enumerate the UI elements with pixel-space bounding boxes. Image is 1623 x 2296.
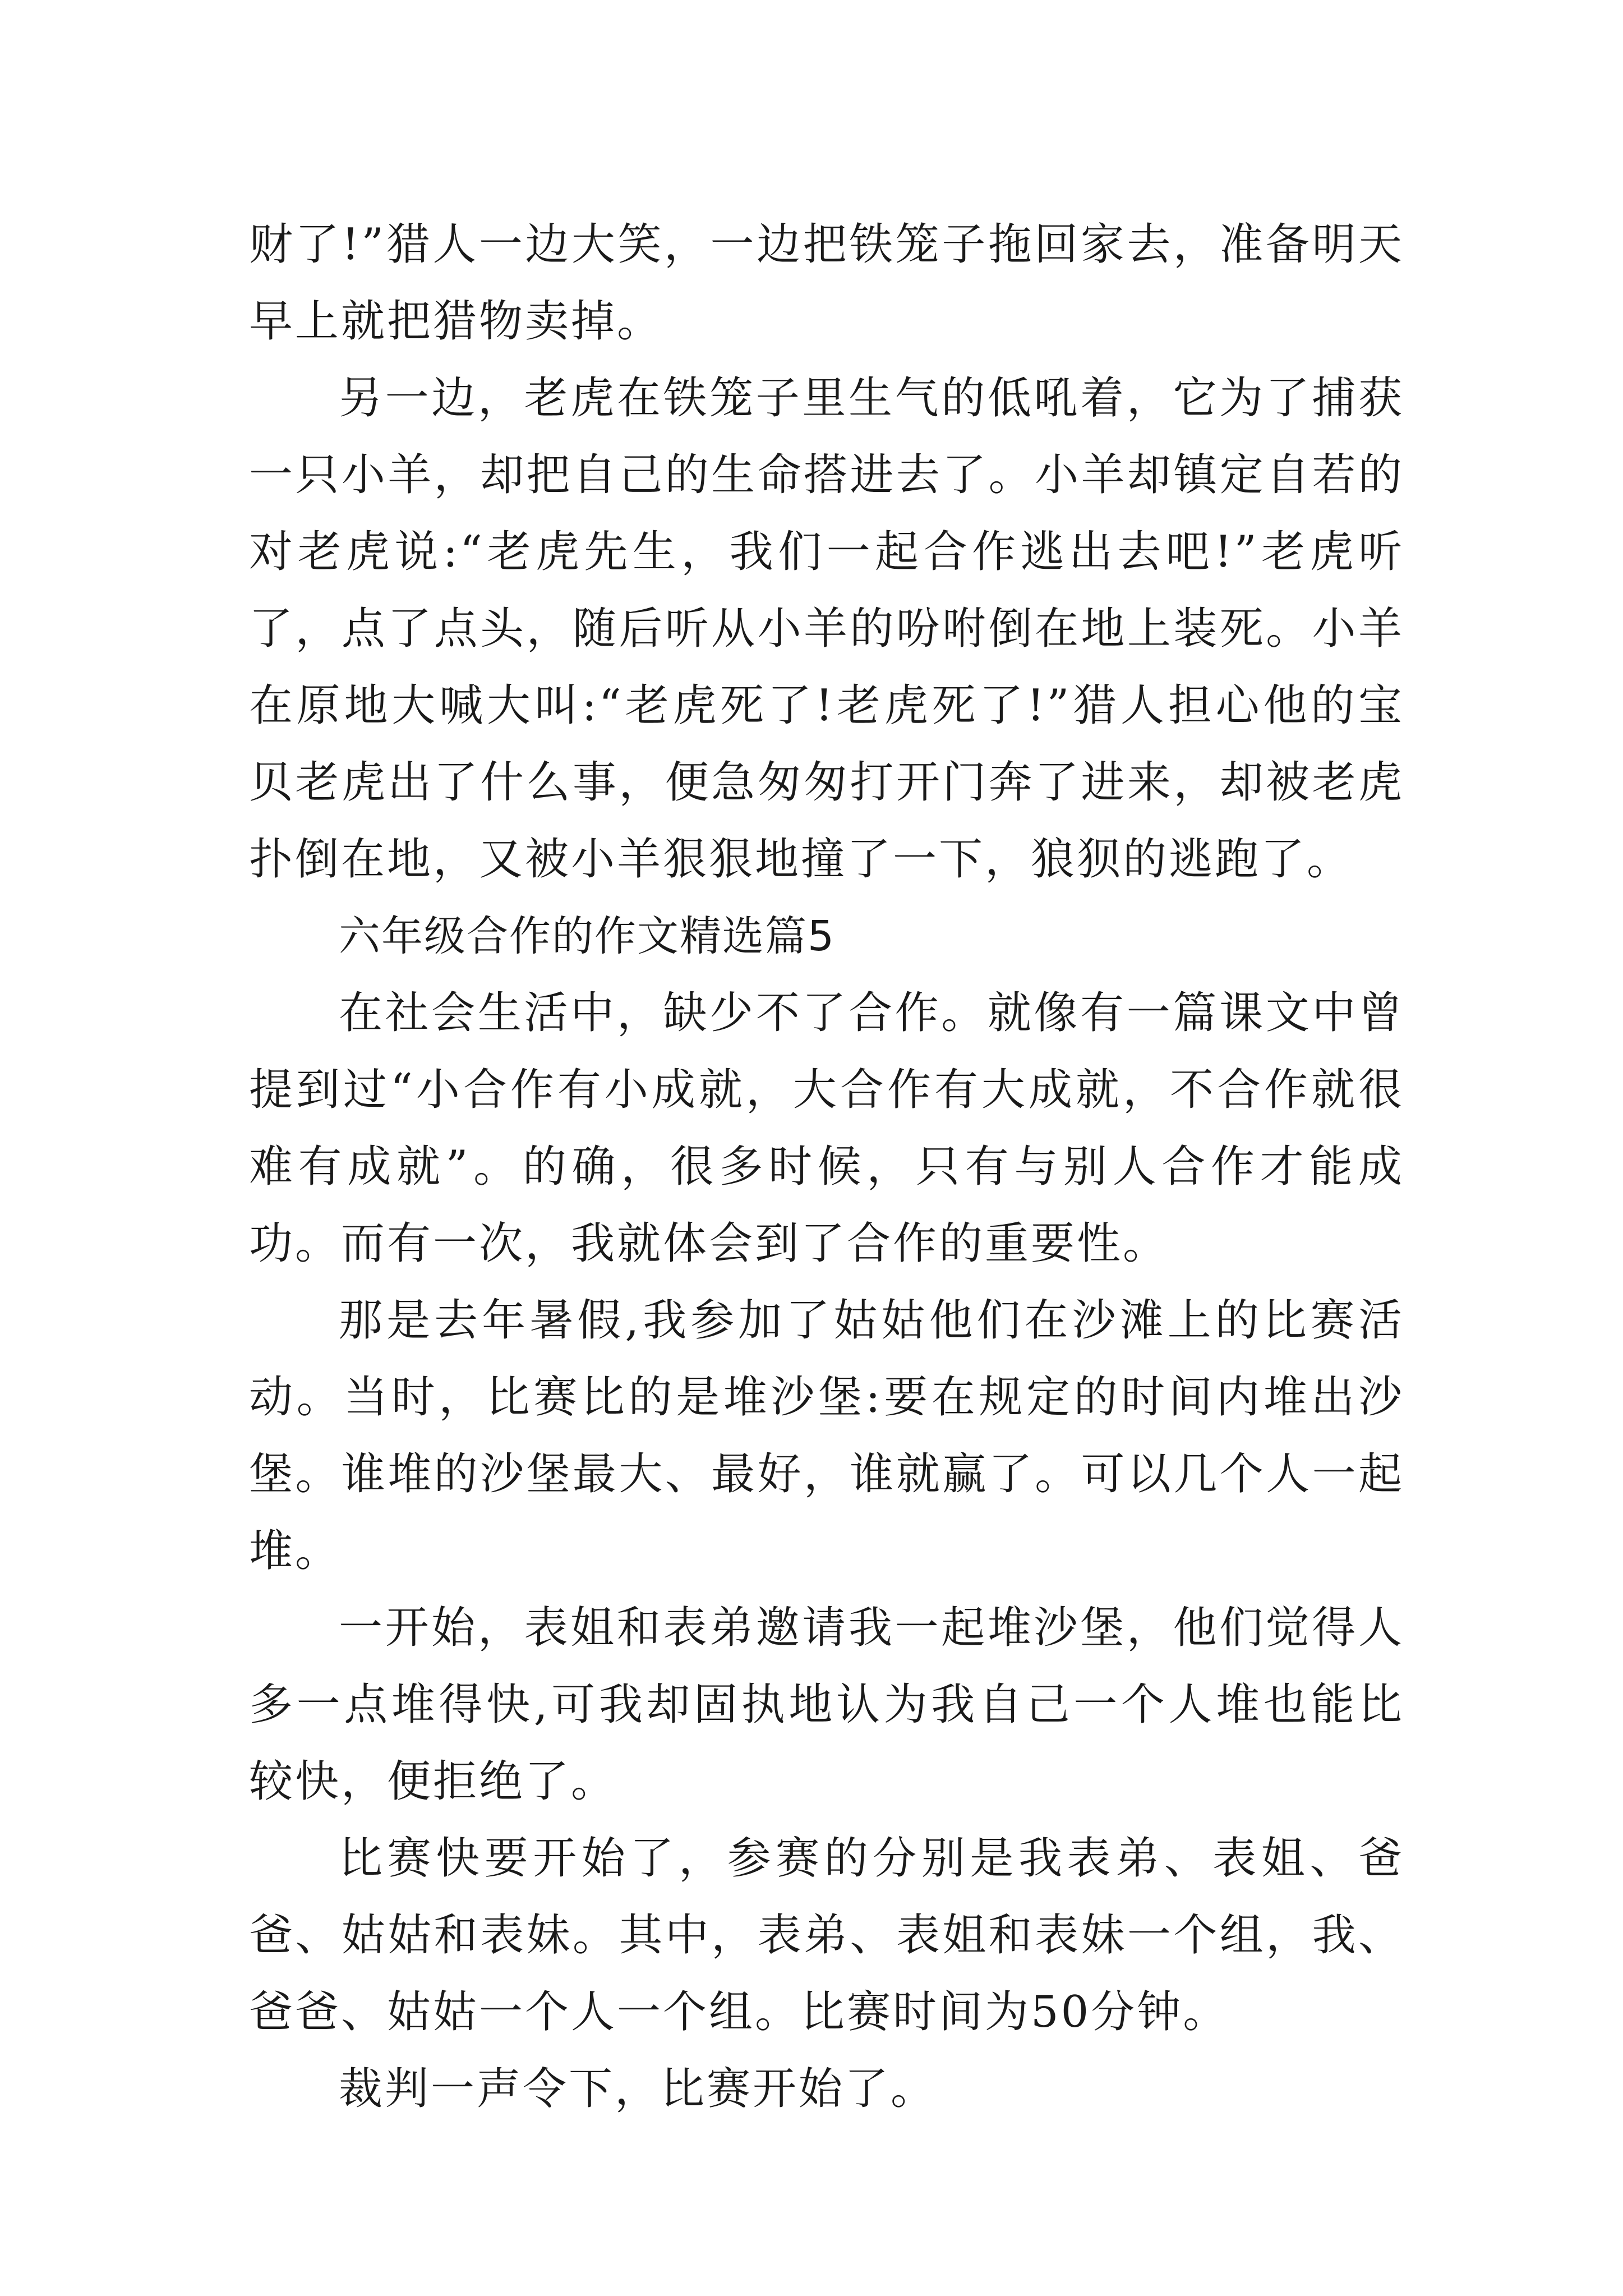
document-body	[249, 206, 1404, 2128]
paragraph-start: 裁判一声令下，比赛开始了。	[339, 2064, 937, 2114]
paragraph-refusal: 一开始，表姐和表弟邀请我一起堆沙堡，他们觉得人多一点堆得快,可我却固执地认为我自己一个人堆也能比较快，便拒绝了。	[249, 1603, 1404, 1807]
paragraph-tiger-escape: 另一边，老虎在铁笼子里生气的低吼着，它为了捕获一只小羊，却把自己的生命搭进去了。小羊却镇定自若的对老虎说:“老虎先生，我们一起合作逃出去吧!”老虎听了，点了点头，随后听从小羊的吩咐倒在地上装死。小羊在原地大喊大叫:“老虎死了!老虎死了!”猎人担心他的宝贝老虎出了什么事，便急匆匆打开门奔了进来，却被老虎扑倒在地，又被小羊狠狠地撞了一下，狼狈的逃跑了。	[249, 373, 1404, 885]
paragraph-continuation: 财了!”猎人一边大笑，一边把铁笼子拖回家去，准备明天早上就把猎物卖掉。	[249, 219, 1404, 347]
paragraph-participants: 比赛快要开始了，参赛的分别是我表弟、表姐、爸爸、姑姑和表妹。其中，表弟、表姐和表妹一个组，我、爸爸、姑姑一个人一个组。比赛时间为50分钟。	[249, 1833, 1404, 2037]
paragraph-beach-contest: 那是去年暑假,我参加了姑姑他们在沙滩上的比赛活动。当时，比赛比的是堆沙堡:要在规定的时间内堆出沙堡。谁堆的沙堡最大、最好，谁就赢了。可以几个人一起堆。	[249, 1295, 1404, 1576]
paragraph-cooperation-intro: 在社会生活中，缺少不了合作。就像有一篇课文中曾提到过“小合作有小成就，大合作有大成就，不合作就很难有成就”。的确，很多时候，只有与别人合作才能成功。而有一次，我就体会到了合作的重要性。	[249, 988, 1404, 1269]
section-heading: 六年级合作的作文精选篇5	[339, 912, 836, 960]
